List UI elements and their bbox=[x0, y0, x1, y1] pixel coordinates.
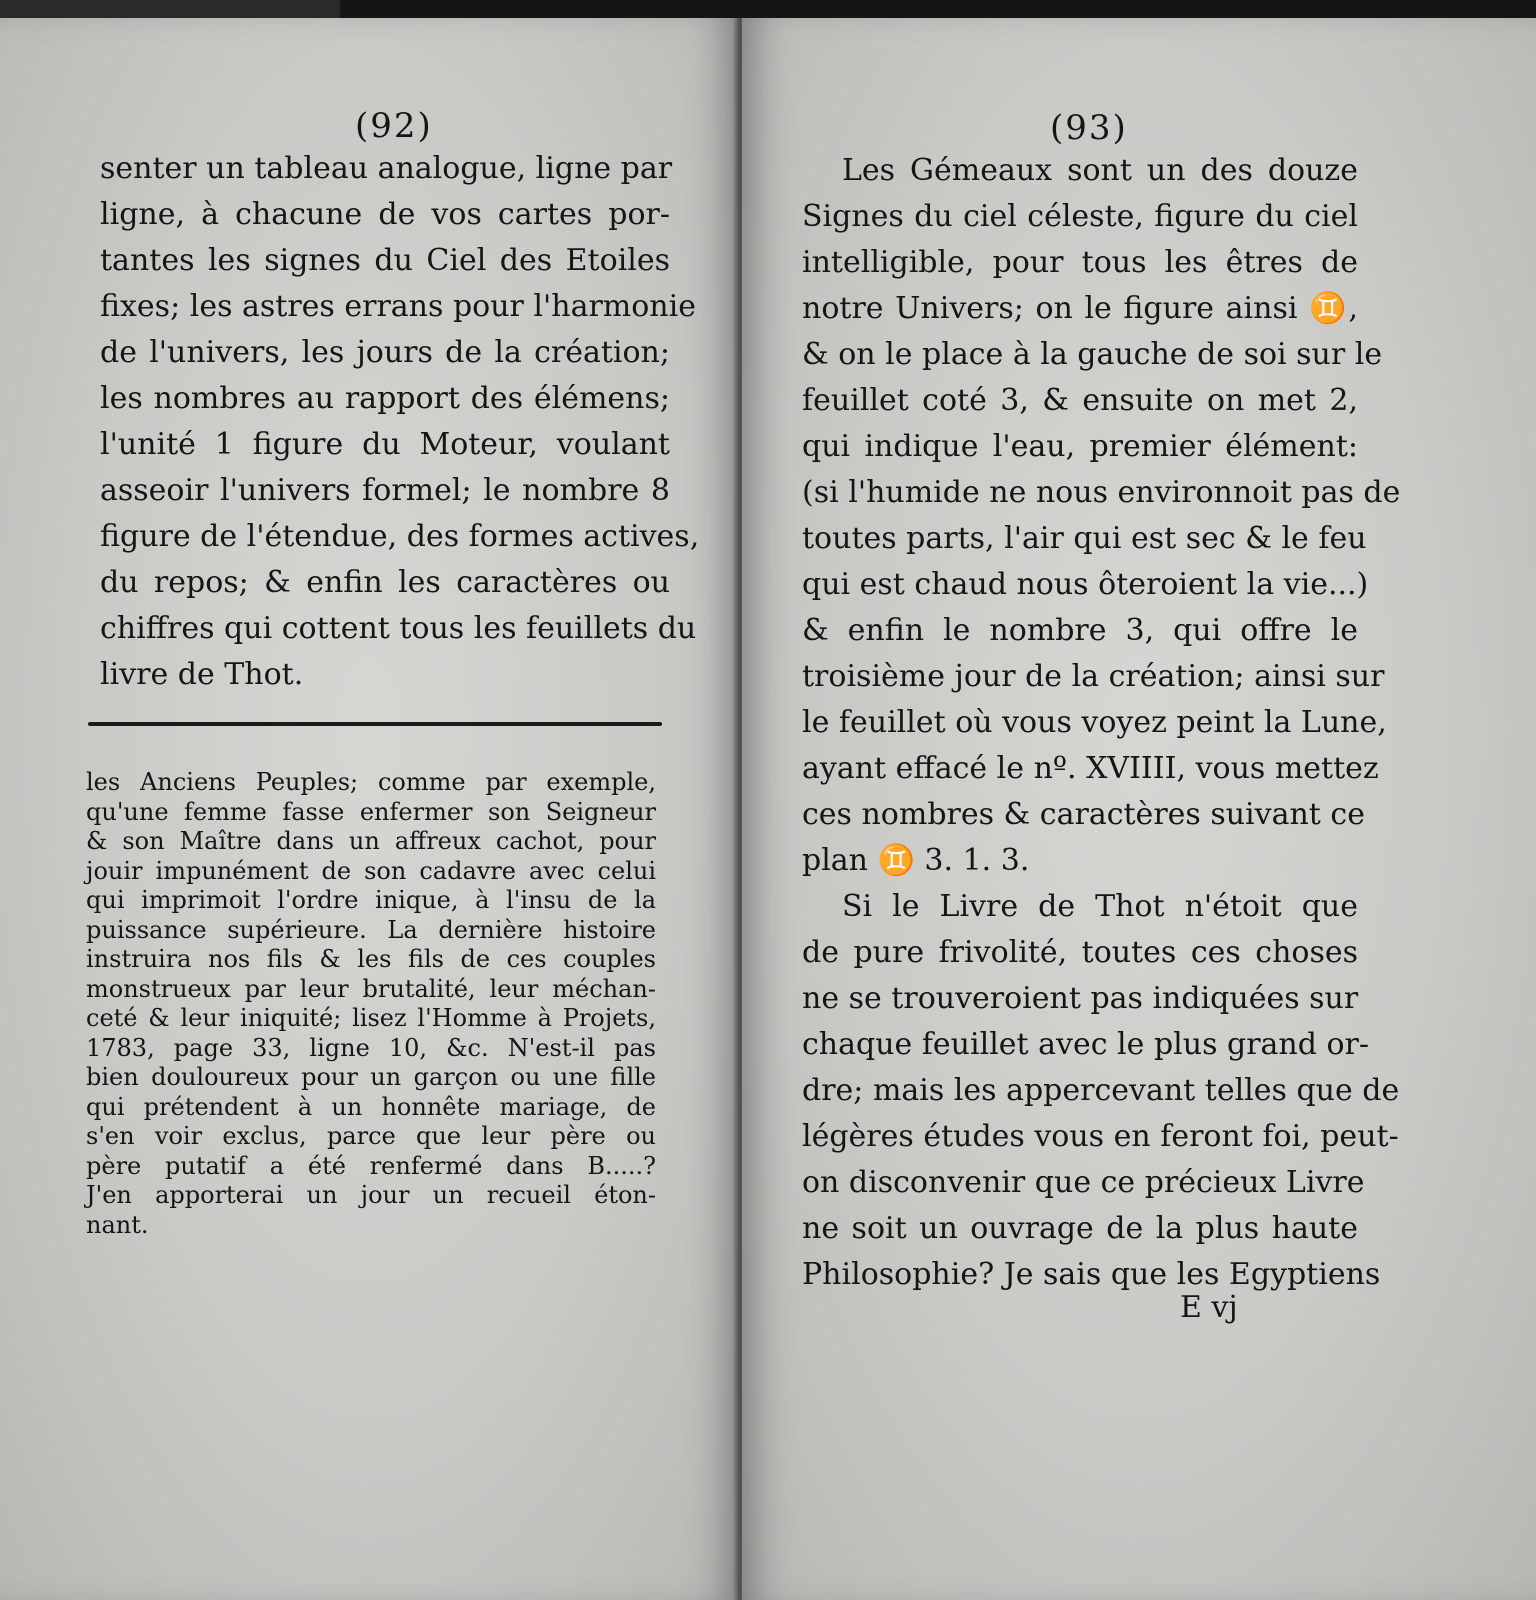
footnote-line: ceté & leur iniquité; lisez l'Homme à Projets, bbox=[86, 1004, 656, 1032]
text-line: figure de l'étendue, des formes actives, bbox=[100, 519, 700, 554]
footnote-line: qu'une femme fasse enfermer son Seigneur bbox=[86, 797, 656, 826]
text-line: qui indique l'eau, premier élément: bbox=[802, 429, 1358, 464]
footnote-line: les Anciens Peuples; comme par exemple, bbox=[86, 768, 656, 796]
left-main-text bbox=[100, 146, 700, 698]
text-line: Les Gémeaux sont un des douze bbox=[842, 153, 1358, 188]
footnote-text bbox=[86, 768, 656, 1240]
text-line: ces nombres & caractères suivant ce bbox=[802, 797, 1365, 832]
text-line: fixes; les astres errans pour l'harmonie bbox=[100, 289, 696, 324]
text-line: légères études vous en feront foi, peut- bbox=[802, 1119, 1399, 1154]
footnote-line: qui prétendent à un honnête mariage, de bbox=[86, 1092, 656, 1121]
text-line: dre; mais les appercevant telles que de bbox=[802, 1073, 1400, 1108]
text-line: du repos; & enfin les caractères ou bbox=[100, 565, 670, 600]
text-line: ligne, à chacune de vos cartes por- bbox=[100, 197, 670, 232]
text-line: & on le place à la gauche de soi sur le bbox=[802, 337, 1383, 372]
text-line: notre Univers; on le figure ainsi ♊, bbox=[802, 291, 1358, 326]
footnote-rule bbox=[88, 722, 662, 726]
right-main-text bbox=[802, 148, 1401, 1298]
text-line: toutes parts, l'air qui est sec & le feu bbox=[802, 521, 1367, 556]
footnote-line: s'en voir exclus, parce que leur père ou bbox=[86, 1122, 656, 1150]
text-line: chiffres qui cottent tous les feuillets du bbox=[100, 611, 697, 646]
footnote-line: jouir impunément de son cadavre avec celui bbox=[86, 856, 656, 885]
text-line: tantes les signes du Ciel des Etoiles bbox=[100, 243, 670, 278]
right-page bbox=[742, 18, 1536, 1600]
text-line: livre de Thot. bbox=[100, 657, 304, 692]
text-line: chaque feuillet avec le plus grand or- bbox=[802, 1027, 1370, 1062]
text-line: on disconvenir que ce précieux Livre bbox=[802, 1165, 1365, 1200]
text-line: ne se trouveroient pas indiquées sur bbox=[802, 981, 1359, 1016]
text-line: ayant effacé le nº. XVIIII, vous mettez bbox=[802, 751, 1379, 786]
text-line: intelligible, pour tous les êtres de bbox=[802, 245, 1358, 280]
text-line: (si l'humide ne nous environnoit pas de bbox=[802, 475, 1401, 510]
text-line: ne soit un ouvrage de la plus haute bbox=[802, 1211, 1358, 1246]
page-number-right: (93) bbox=[1050, 108, 1128, 148]
text-line: troisième jour de la création; ainsi sur bbox=[802, 659, 1385, 694]
footnote-line: père putatif a été renfermé dans B.....? bbox=[86, 1151, 656, 1180]
text-line: Si le Livre de Thot n'étoit que bbox=[842, 889, 1358, 924]
text-line: Philosophie? Je sais que les Egyptiens bbox=[802, 1257, 1381, 1292]
text-line: Signes du ciel céleste, figure du ciel bbox=[802, 199, 1358, 234]
footnote-line: instruira nos fils & les fils de ces couples bbox=[86, 945, 656, 973]
footnote-line: & son Maître dans un affreux cachot, pour bbox=[86, 827, 656, 855]
page-number-left: (92) bbox=[355, 106, 433, 146]
text-line: qui est chaud nous ôteroient la vie...) bbox=[802, 567, 1369, 602]
footnote-line: nant. bbox=[86, 1210, 149, 1239]
text-line: les nombres au rapport des élémens; bbox=[100, 381, 670, 416]
footnote-line: puissance supérieure. La dernière histoire bbox=[86, 915, 656, 944]
text-line: senter un tableau analogue, ligne par bbox=[100, 151, 673, 186]
text-line: feuillet coté 3, & ensuite on met 2, bbox=[802, 383, 1358, 418]
text-line: de l'univers, les jours de la création; bbox=[100, 335, 670, 370]
footnote-line: monstrueux par leur brutalité, leur méchan- bbox=[86, 974, 656, 1003]
signature-mark: E vj bbox=[1180, 1290, 1238, 1325]
text-line: & enfin le nombre 3, qui offre le bbox=[802, 613, 1358, 648]
text-line: de pure frivolité, toutes ces choses bbox=[802, 935, 1358, 970]
text-line: plan ♊ 3. 1. 3. bbox=[802, 843, 1030, 878]
left-page bbox=[0, 18, 738, 1600]
footnote-line: qui imprimoit l'ordre inique, à l'insu de la bbox=[86, 886, 656, 914]
text-line: asseoir l'univers formel; le nombre 8 bbox=[100, 473, 670, 508]
text-line: l'unité 1 figure du Moteur, voulant bbox=[100, 427, 670, 462]
footnote-line: J'en apporterai un jour un recueil éton- bbox=[86, 1181, 656, 1209]
footnote-line: 1783, page 33, ligne 10, &c. N'est-il pas bbox=[86, 1033, 656, 1062]
footnote-line: bien douloureux pour un garçon ou une fille bbox=[86, 1063, 656, 1091]
text-line: le feuillet où vous voyez peint la Lune, bbox=[802, 705, 1387, 740]
